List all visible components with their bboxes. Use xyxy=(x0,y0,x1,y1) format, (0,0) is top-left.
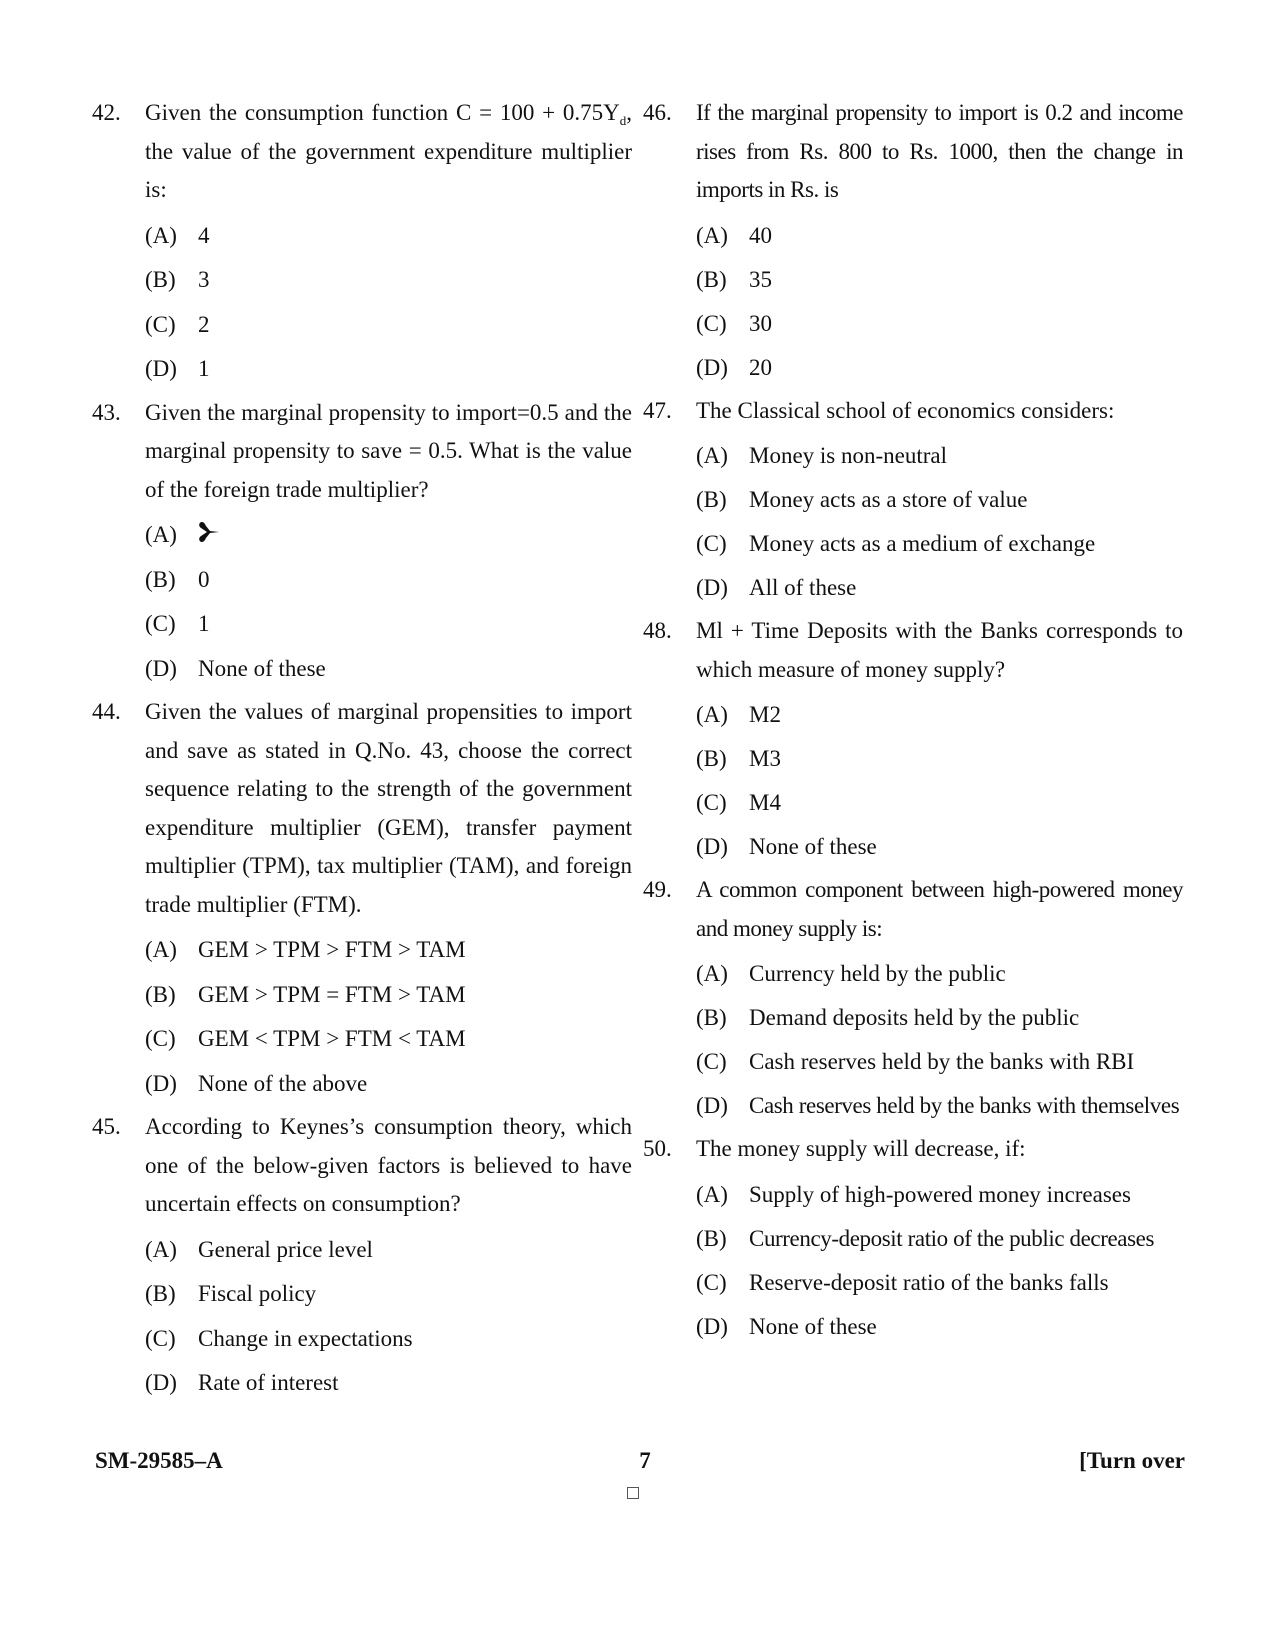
option-b[interactable] xyxy=(145,558,632,603)
option-text: 2 xyxy=(198,311,210,337)
question-47 xyxy=(643,392,1183,611)
option-label: (A) xyxy=(145,222,177,248)
option-label: (A) xyxy=(145,1236,177,1262)
question-text: The money supply will decrease, if: xyxy=(696,1136,1026,1161)
option-label: (C) xyxy=(696,310,727,336)
option-label: (D) xyxy=(145,1370,177,1395)
option-d[interactable] xyxy=(696,566,1183,610)
option-label: (A) xyxy=(696,961,728,986)
question-number: 48. xyxy=(643,618,672,643)
option-text: 4 xyxy=(198,222,210,248)
option-label: (D) xyxy=(696,1313,728,1339)
option-c[interactable] xyxy=(145,1017,632,1062)
option-b[interactable] xyxy=(696,1217,1183,1261)
option-d[interactable] xyxy=(145,347,632,392)
right-column xyxy=(643,94,1183,1351)
option-d[interactable] xyxy=(145,1062,632,1107)
question-text: If the marginal propensity to import is 0.2 and income rises from Rs. 800 to Rs. 1000, then the change in imports in Rs. is xyxy=(696,100,1183,202)
option-text: 1 xyxy=(198,356,210,381)
option-label: (C) xyxy=(145,611,176,636)
question-text: The Classical school of economics considers: xyxy=(696,397,1115,423)
option-a[interactable] xyxy=(696,434,1183,478)
question-45 xyxy=(92,1108,632,1406)
option-text: Money is non-neutral xyxy=(749,443,948,468)
subscript: d xyxy=(619,113,627,128)
options-list xyxy=(696,434,1183,610)
option-label: (A) xyxy=(696,1181,728,1207)
option-label: (D) xyxy=(145,1070,177,1096)
option-b[interactable] xyxy=(696,737,1183,781)
option-text: Money acts as a store of value xyxy=(749,487,1028,512)
option-b[interactable] xyxy=(145,973,632,1018)
turn-over-note: [Turn over xyxy=(1079,1448,1185,1473)
option-text: Cash reserves held by the banks with RBI xyxy=(749,1049,1135,1074)
option-a[interactable] xyxy=(696,952,1183,996)
question-number: 44. xyxy=(92,699,121,724)
option-label: (D) xyxy=(696,354,728,380)
option-text: 35 xyxy=(749,266,772,292)
option-label: (C) xyxy=(696,531,727,556)
options-list xyxy=(696,952,1183,1128)
option-label: (A) xyxy=(145,937,177,962)
question-text-part: Given the consumption function C = 100 + 0.75Y xyxy=(145,100,620,125)
option-label: (B) xyxy=(145,981,176,1007)
option-label: (B) xyxy=(696,1005,727,1030)
question-44 xyxy=(92,693,632,1106)
heart-arrow-icon xyxy=(198,514,220,559)
question-text: Given the values of marginal propensities to import and save as stated in Q.No. 43, choose the correct sequence relating to the strength of the government expenditure multiplier (GEM), transfer payment multiplier (TPM), tax multiplier (TAM), and foreign trade multiplier (FTM). xyxy=(145,699,632,917)
question-46 xyxy=(643,94,1183,390)
option-a[interactable] xyxy=(145,513,632,558)
option-label: (B) xyxy=(145,566,176,592)
option-text: M3 xyxy=(749,746,781,771)
square-mark-icon xyxy=(627,1487,639,1499)
option-c[interactable] xyxy=(696,781,1183,825)
option-label: (A) xyxy=(145,522,177,547)
question-number: 46. xyxy=(643,100,672,125)
option-b[interactable] xyxy=(696,258,1183,302)
option-label: (B) xyxy=(696,746,727,771)
options-list xyxy=(145,928,632,1106)
question-text xyxy=(145,94,632,210)
question-text-part: , the value of the government expenditure multiplier is: xyxy=(145,100,632,202)
option-text: GEM > TPM > FTM > TAM xyxy=(198,937,466,962)
option-text: Fiscal policy xyxy=(198,1281,317,1306)
option-text: M2 xyxy=(749,702,781,727)
option-text: None of these xyxy=(749,834,877,859)
option-c[interactable] xyxy=(696,302,1183,346)
option-text: Currency held by the public xyxy=(749,961,1006,986)
option-a[interactable] xyxy=(696,693,1183,737)
option-c[interactable] xyxy=(145,1317,632,1362)
option-text: All of these xyxy=(749,575,857,600)
left-column xyxy=(92,94,632,1408)
option-label: (C) xyxy=(696,1269,727,1295)
question-text: A common component between high-powered money and money supply is: xyxy=(696,877,1183,941)
option-c[interactable] xyxy=(696,522,1183,566)
option-label: (C) xyxy=(145,1026,176,1051)
question-number: 47. xyxy=(643,397,672,423)
option-text: 0 xyxy=(198,566,210,592)
option-b[interactable] xyxy=(696,996,1183,1040)
option-d[interactable] xyxy=(145,1361,632,1406)
option-b[interactable] xyxy=(145,1272,632,1317)
option-a[interactable] xyxy=(145,1228,632,1273)
option-text: Money acts as a medium of exchange xyxy=(749,531,1096,556)
option-text: Change in expectations xyxy=(198,1325,413,1351)
option-d[interactable] xyxy=(696,1084,1183,1128)
option-a[interactable] xyxy=(696,1173,1183,1217)
option-text: 1 xyxy=(198,611,210,636)
option-c[interactable] xyxy=(696,1261,1183,1305)
question-42 xyxy=(92,94,632,392)
page-number: 7 xyxy=(639,1448,651,1473)
option-text: None of these xyxy=(749,1313,877,1339)
question-49 xyxy=(643,871,1183,1128)
option-text: None of these xyxy=(198,655,326,681)
option-label: (D) xyxy=(145,356,177,381)
option-text: Reserve-deposit ratio of the banks falls xyxy=(749,1269,1109,1295)
options-list xyxy=(145,1228,632,1406)
option-b[interactable] xyxy=(696,478,1183,522)
question-text: Ml + Time Deposits with the Banks corresponds to which measure of money supply? xyxy=(696,618,1183,682)
option-text: General price level xyxy=(198,1236,373,1262)
option-text: 40 xyxy=(749,222,772,248)
question-text: According to Keynes’s consumption theory, which one of the below-given factors is believed to have uncertain effects on consumption? xyxy=(145,1114,632,1216)
option-label: (C) xyxy=(145,311,176,337)
option-a[interactable] xyxy=(145,214,632,259)
option-text: Demand deposits held by the public xyxy=(749,1005,1080,1030)
question-number: 42. xyxy=(92,100,121,125)
option-label: (D) xyxy=(696,1093,728,1118)
option-text: GEM < TPM > FTM < TAM xyxy=(198,1026,466,1051)
option-label: (A) xyxy=(696,702,728,727)
option-label: (D) xyxy=(696,575,728,600)
option-label: (A) xyxy=(696,443,728,468)
option-text: 20 xyxy=(749,354,772,380)
question-number: 50. xyxy=(643,1136,672,1161)
options-list xyxy=(145,214,632,392)
option-label: (A) xyxy=(696,222,728,248)
option-d[interactable] xyxy=(145,647,632,692)
option-d[interactable] xyxy=(696,825,1183,869)
option-label: (B) xyxy=(145,267,176,292)
question-48 xyxy=(643,612,1183,869)
option-label: (B) xyxy=(696,487,727,512)
options-list xyxy=(696,693,1183,869)
option-text: GEM > TPM = FTM > TAM xyxy=(198,981,466,1007)
option-label: (C) xyxy=(696,790,727,815)
options-list xyxy=(145,513,632,691)
question-number: 43. xyxy=(92,399,121,425)
question-50 xyxy=(643,1130,1183,1349)
option-d[interactable] xyxy=(696,1305,1183,1349)
option-label: (B) xyxy=(696,266,727,292)
option-label: (B) xyxy=(696,1225,727,1251)
option-label: (D) xyxy=(145,655,177,681)
option-b[interactable] xyxy=(145,258,632,303)
question-number: 49. xyxy=(643,877,672,902)
paper-code: SM-29585–A xyxy=(95,1448,223,1473)
option-text: 3 xyxy=(198,267,210,292)
option-text: 30 xyxy=(749,310,772,336)
option-c[interactable] xyxy=(145,602,632,647)
option-text: Rate of interest xyxy=(198,1370,339,1395)
option-c[interactable] xyxy=(145,303,632,348)
options-list xyxy=(696,214,1183,390)
option-label: (C) xyxy=(145,1325,176,1351)
option-text: Supply of high-powered money increases xyxy=(749,1181,1131,1207)
question-43 xyxy=(92,394,632,692)
option-a[interactable] xyxy=(696,214,1183,258)
option-label: (C) xyxy=(696,1049,727,1074)
option-text: M4 xyxy=(749,790,781,815)
page-footer xyxy=(95,1448,1185,1488)
question-text: Given the marginal propensity to import=0.5 and the marginal propensity to save = 0.5. What is the value of the foreign trade multiplier? xyxy=(145,399,632,502)
option-a[interactable] xyxy=(145,928,632,973)
option-d[interactable] xyxy=(696,346,1183,390)
option-label: (B) xyxy=(145,1281,176,1306)
option-c[interactable] xyxy=(696,1040,1183,1084)
option-text: Currency-deposit ratio of the public decreases xyxy=(749,1225,1155,1251)
option-label: (D) xyxy=(696,834,728,859)
option-text: None of the above xyxy=(198,1070,368,1096)
options-list xyxy=(696,1173,1183,1349)
option-text: Cash reserves held by the banks with themselves xyxy=(749,1093,1180,1118)
question-number: 45. xyxy=(92,1114,121,1139)
